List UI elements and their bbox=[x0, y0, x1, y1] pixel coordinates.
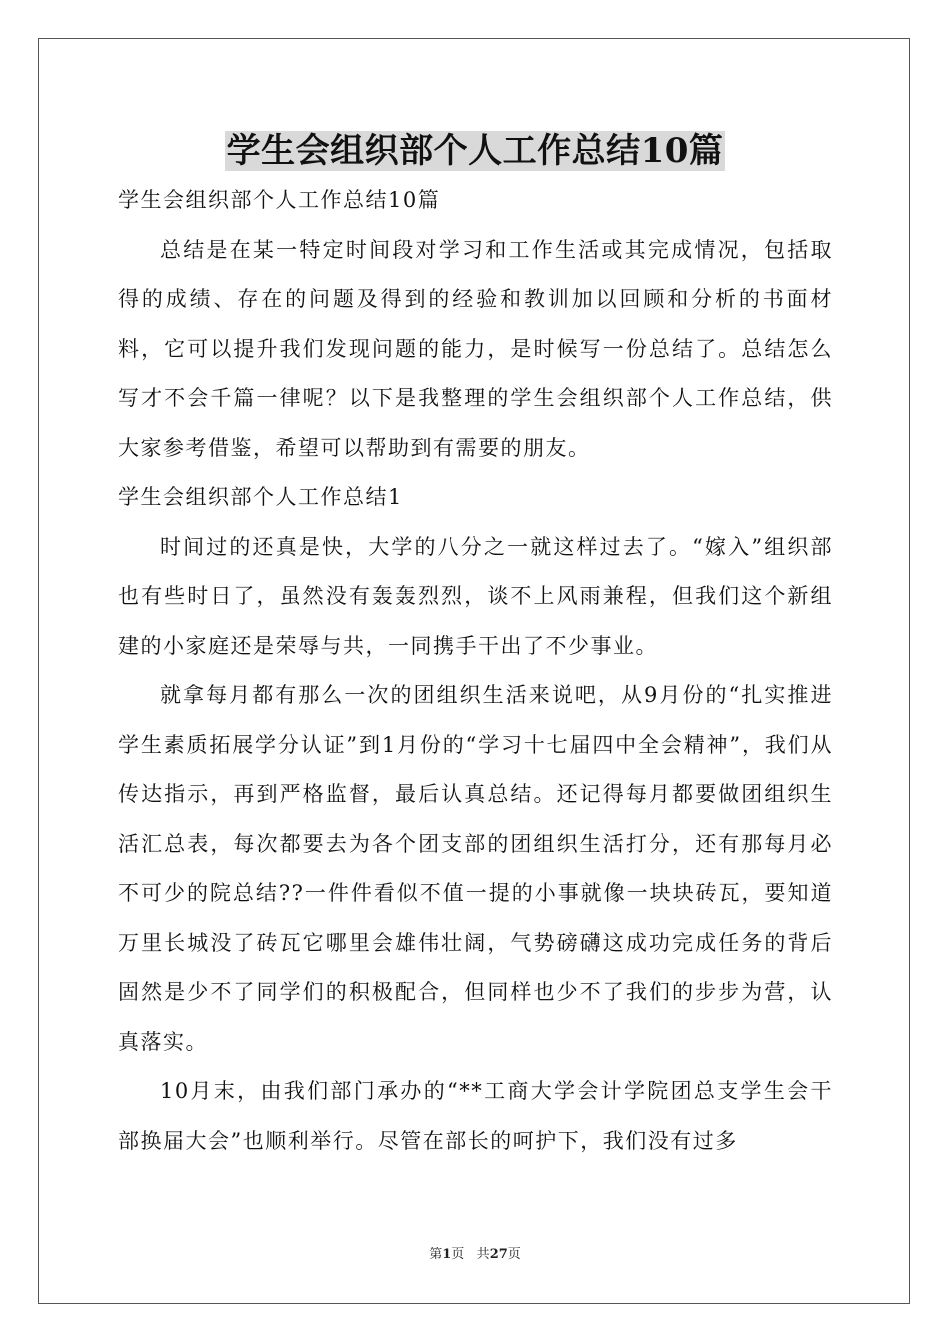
paragraph-body: 10月末，由我们部门承办的“**工商大学会计学院团总支学生会干部换届大会”也顺利举行。尽管在部长的呵护下，我们没有过多 bbox=[118, 1079, 833, 1153]
paragraph-body: 时间过的还真是快，大学的八分之一就这样过去了。“嫁入”组织部也有些时日了，虽然没有轰轰烈烈，谈不上风雨兼程，但我们这个新组建的小家庭还是荣辱与共，一同携手干出了不少事业。 bbox=[118, 534, 833, 658]
page-footer bbox=[0, 1246, 950, 1264]
page-prefix: 第 bbox=[429, 1247, 443, 1262]
page-suffix: 页 bbox=[451, 1247, 465, 1262]
paragraph-subtitle: 学生会组织部个人工作总结10篇 bbox=[118, 188, 441, 212]
total-prefix: 共 bbox=[476, 1247, 490, 1262]
total-suffix: 页 bbox=[507, 1247, 521, 1262]
paragraph-body: 就拿每月都有那么一次的团组织生活来说吧，从9月份的“扎实推进学生素质拓展学分认证”到1月份的“学习十七届四中全会精神”，我们从传达指示，再到严格监督，最后认真总结。还记得每月都要做团组织生活汇总表，每次都要去为各个团支部的团组织生活打分，还有那每月必不可少的院总结??一件件看似不值一提的小事就像一块块砖瓦，要知道万里长城没了砖瓦它哪里会雄伟壮阔，气势磅礴这成功完成任务的背后固然是少不了同学们的积极配合，但同样也少不了我们的步步为营，认真落实。 bbox=[118, 683, 833, 1054]
document-title bbox=[0, 126, 950, 176]
page-number: 1 bbox=[442, 1247, 452, 1262]
total-pages: 27 bbox=[489, 1247, 508, 1262]
document-body bbox=[118, 176, 833, 1166]
paragraph-section-heading: 学生会组织部个人工作总结1 bbox=[118, 485, 403, 509]
paragraph-intro: 总结是在某一特定时间段对学习和工作生活或其完成情况，包括取得的成绩、存在的问题及得到的经验和教训加以回顾和分析的书面材料，它可以提升我们发现问题的能力，是时候写一份总结了。总结怎么写才不会千篇一律呢？以下是我整理的学生会组织部个人工作总结，供大家参考借鉴，希望可以帮助到有需要的朋友。 bbox=[118, 237, 833, 460]
document-title-text: 学生会组织部个人工作总结10篇 bbox=[226, 131, 724, 171]
